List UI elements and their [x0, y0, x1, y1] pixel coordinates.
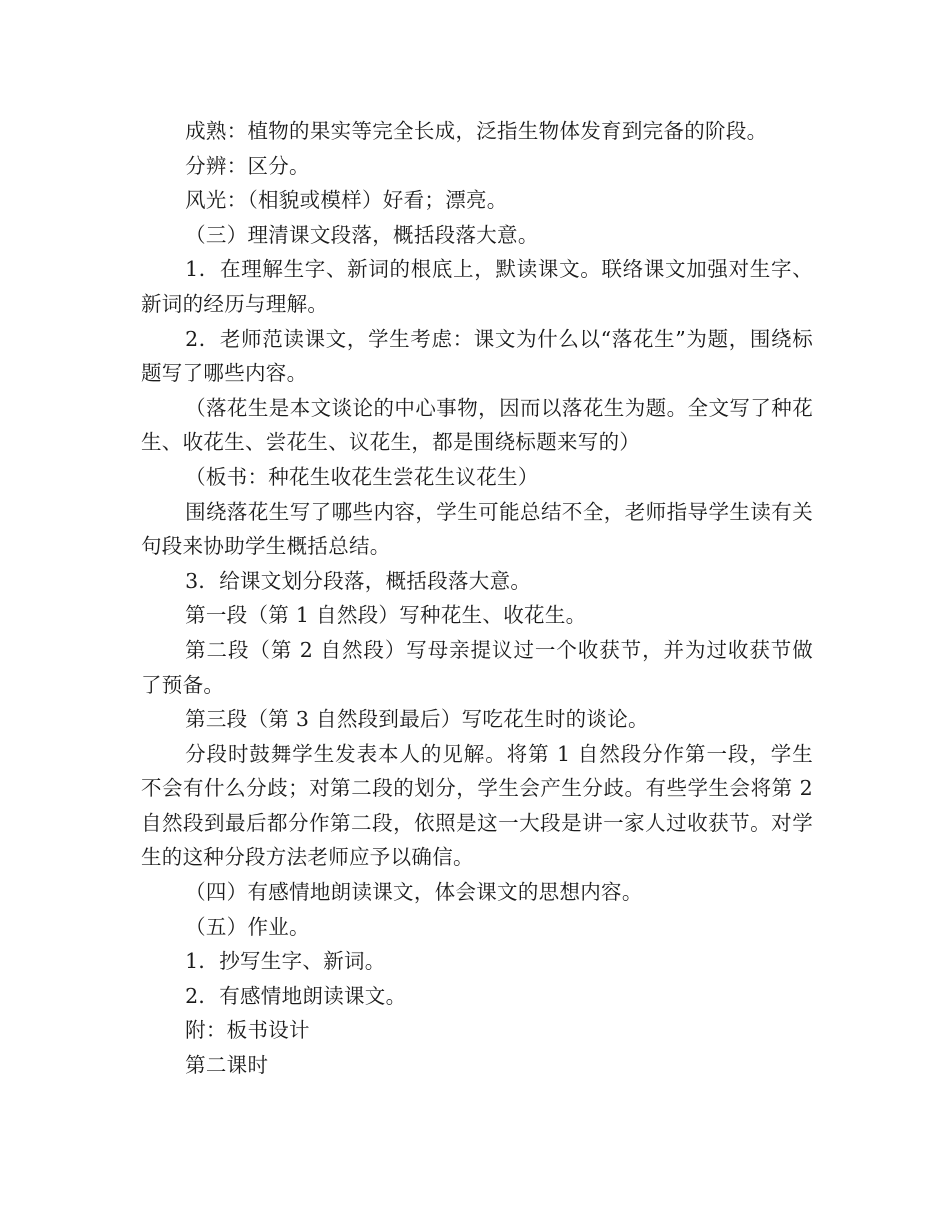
- paragraph: 1．抄写生字、新词。: [185, 949, 386, 974]
- paragraph: 2．老师范读课文，学生考虑：课文为什么以“落花生”为题，围绕标题写了哪些内容。: [141, 326, 813, 386]
- paragraph: （板书：种花生收花生尝花生议花生）: [185, 464, 539, 489]
- paragraph: 附：板书设计: [185, 1018, 310, 1043]
- paragraph: （落花生是本文谈论的中心事物，因而以落花生为题。全文写了种花生、收花生、尝花生、议花生，都是围绕标题来写的）: [141, 395, 813, 455]
- section-heading: （五）作业。: [185, 914, 310, 939]
- paragraph: 3．给课文划分段落，概括段落大意。: [185, 568, 532, 593]
- section-heading: （四）有感情地朗读课文，体会课文的思想内容。: [185, 880, 643, 905]
- paragraph: 第一段（第 1 自然段）写种花生、收花生。: [185, 603, 587, 628]
- paragraph: 分辨：区分。: [185, 153, 310, 178]
- paragraph: 第二段（第 2 自然段）写母亲提议过一个收获节，并为过收获节做了预备。: [141, 637, 813, 697]
- paragraph: 风光：（相貌或模样）好看；漂亮。: [185, 188, 508, 213]
- paragraph: 第三段（第 3 自然段到最后）写吃花生时的谈论。: [185, 707, 649, 732]
- paragraph: 成熟：植物的果实等完全长成，泛指生物体发育到完备的阶段。: [185, 119, 768, 143]
- paragraph: 第二课时: [185, 1053, 269, 1078]
- paragraph: 2．有感情地朗读课文。: [185, 983, 407, 1008]
- document-body: [141, 114, 813, 1083]
- paragraph: 1．在理解生字、新词的根底上，默读课文。联络课文加强对生字、新词的经历与理解。: [141, 257, 813, 316]
- paragraph: 分段时鼓舞学生发表本人的见解。将第 1 自然段分作第一段，学生不会有什么分歧；对第二段的划分，学生会产生分歧。有些学生会将第 2 自然段到最后都分作第二段，依照是这一大段是讲一家人过收获节。对学生的这种分段方法老师应予以确信。: [141, 741, 813, 870]
- section-heading: （三）理清课文段落，概括段落大意。: [185, 222, 539, 247]
- paragraph: 围绕落花生写了哪些内容，学生可能总结不全，老师指导学生读有关句段来协助学生概括总结。: [141, 499, 813, 559]
